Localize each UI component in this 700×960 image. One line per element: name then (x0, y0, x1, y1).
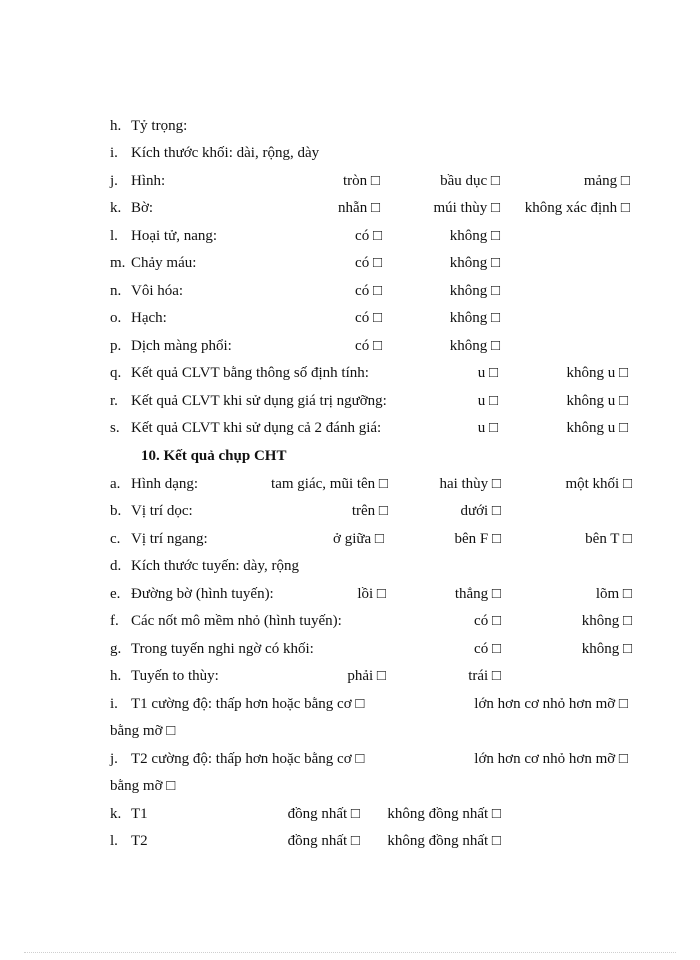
item-marker: l. (110, 228, 118, 244)
item-marker: s. (110, 420, 120, 436)
item-marker: a. (110, 476, 121, 492)
checkbox-option: có □ (474, 641, 501, 657)
checkbox-option: lồi □ (357, 586, 386, 602)
section-10-item (0, 665, 700, 687)
section-10-item (0, 555, 700, 577)
section-9-item (0, 335, 700, 357)
item-marker: f. (110, 613, 119, 629)
item-marker: h. (110, 668, 122, 684)
checkbox-option: không đồng nhất □ (387, 806, 501, 822)
item-label-continued: bằng mỡ □ (110, 723, 176, 739)
item-label: Kết quả CLVT bằng thông số định tính: (131, 365, 369, 381)
checkbox-option: hai thùy □ (439, 476, 501, 492)
checkbox-option: bên F □ (454, 531, 501, 547)
item-label: Chảy máu: (131, 255, 197, 271)
item-label: Bờ: (131, 200, 154, 216)
checkbox-option: có □ (474, 613, 501, 629)
section-10-item (0, 500, 700, 522)
item-marker: h. (110, 118, 122, 134)
checkbox-option: trên □ (351, 503, 388, 519)
item-label: Hoại tử, nang: (131, 228, 218, 244)
checkbox-option: tròn □ (343, 173, 380, 189)
section-9-item (0, 417, 700, 439)
section-10-item (0, 748, 700, 770)
section-10-item (0, 693, 700, 715)
section-10-item (0, 775, 700, 797)
section-10-item (0, 610, 700, 632)
item-label: Tuyến to thùy: (131, 668, 219, 684)
section-10-item (0, 583, 700, 605)
section-10-item (0, 528, 700, 550)
item-marker: e. (110, 586, 121, 602)
item-marker: o. (110, 310, 122, 326)
checkbox-option: không đồng nhất □ (387, 833, 501, 849)
checkbox-option: u □ (477, 420, 498, 436)
checkbox-option: không u □ (566, 420, 628, 436)
item-marker: k. (110, 200, 122, 216)
checkbox-option: u □ (477, 365, 498, 381)
section-10-item (0, 473, 700, 495)
item-label: Vị trí ngang: (131, 531, 208, 547)
checkbox-option: u □ (477, 393, 498, 409)
item-marker: n. (110, 283, 122, 299)
checkbox-option: thẳng □ (454, 586, 501, 602)
item-label: Kích thước khối: dài, rộng, dày (131, 145, 320, 161)
section-9-item (0, 362, 700, 384)
item-marker: k. (110, 806, 122, 822)
section-9-item (0, 307, 700, 329)
checkbox-option: không □ (449, 228, 500, 244)
checkbox-option: không □ (449, 283, 500, 299)
checkbox-option: không □ (581, 613, 632, 629)
checkbox-option: có □ (355, 310, 382, 326)
checkbox-option: không u □ (566, 365, 628, 381)
checkbox-option: không □ (449, 338, 500, 354)
checkbox-option: không □ (449, 255, 500, 271)
item-marker: q. (110, 365, 122, 381)
checkbox-option: dưới □ (460, 503, 501, 519)
checkbox-option: bầu dục □ (440, 173, 500, 189)
item-label: T1 cường độ: thấp hơn hoặc bằng cơ □ (131, 696, 365, 712)
item-label: Kết quả CLVT khi sử dụng cả 2 đánh giá: (131, 420, 382, 436)
item-label: Vôi hóa: (131, 283, 184, 299)
checkbox-option: trái □ (468, 668, 501, 684)
item-marker: r. (110, 393, 118, 409)
checkbox-option: tam giác, mũi tên □ (271, 476, 388, 492)
checkbox-option: đồng nhất □ (287, 806, 360, 822)
section-heading: 10. Kết quả chụp CHT (141, 448, 287, 464)
section-10-item (0, 638, 700, 660)
checkbox-option: có □ (355, 338, 382, 354)
item-label-continued: bằng mỡ □ (110, 778, 176, 794)
item-label: Các nốt mô mềm nhỏ (hình tuyến): (131, 613, 342, 629)
checkbox-option: bên T □ (585, 531, 632, 547)
section-9-item (0, 225, 700, 247)
item-label: Hạch: (131, 310, 167, 326)
item-label: Tỷ trọng: (131, 118, 188, 134)
checkbox-option: không u □ (566, 393, 628, 409)
item-marker: l. (110, 833, 118, 849)
checkbox-option: không □ (449, 310, 500, 326)
section-9-item (0, 170, 700, 192)
section-9-item (0, 280, 700, 302)
item-label: Vị trí dọc: (131, 503, 193, 519)
checkbox-option: lớn hơn cơ nhỏ hơn mỡ □ (474, 696, 628, 712)
section-9-item (0, 142, 700, 164)
item-label: Kích thước tuyến: dày, rộng (131, 558, 299, 574)
checkbox-option: có □ (355, 255, 382, 271)
checkbox-option: một khối □ (565, 476, 632, 492)
section-10-item (0, 720, 700, 742)
item-label: Hình dạng: (131, 476, 199, 492)
item-marker: g. (110, 641, 122, 657)
item-marker: c. (110, 531, 121, 547)
checkbox-option: lớn hơn cơ nhỏ hơn mỡ □ (474, 751, 628, 767)
item-label: T2 cường độ: thấp hơn hoặc bằng cơ □ (131, 751, 365, 767)
item-label: Kết quả CLVT khi sử dụng giá trị ngưỡng: (131, 393, 387, 409)
checkbox-option: nhẵn □ (338, 200, 380, 216)
checkbox-option: lõm □ (595, 586, 632, 602)
item-label: T1 (131, 806, 148, 822)
section-9-item (0, 197, 700, 219)
section-9-item (0, 115, 700, 137)
item-marker: j. (110, 173, 118, 189)
item-label: Trong tuyến nghi ngờ có khối: (131, 641, 314, 657)
item-marker: j. (110, 751, 118, 767)
item-label: Đường bờ (hình tuyến): (131, 586, 274, 602)
checkbox-option: có □ (355, 283, 382, 299)
item-marker: p. (110, 338, 122, 354)
section-10-item (0, 803, 700, 825)
section-10-item (0, 830, 700, 852)
checkbox-option: đồng nhất □ (287, 833, 360, 849)
item-label: T2 (131, 833, 148, 849)
section-9-item (0, 390, 700, 412)
item-marker: i. (110, 145, 118, 161)
checkbox-option: có □ (355, 228, 382, 244)
checkbox-option: không □ (581, 641, 632, 657)
checkbox-option: ở giữa □ (333, 531, 384, 547)
checkbox-option: múi thùy □ (433, 200, 500, 216)
item-marker: m. (110, 255, 126, 271)
item-label: Hình: (131, 173, 166, 189)
item-marker: i. (110, 696, 118, 712)
checkbox-option: không xác định □ (524, 200, 630, 216)
checkbox-option: mảng □ (583, 173, 630, 189)
item-marker: b. (110, 503, 122, 519)
page-divider (24, 952, 676, 953)
item-label: Dịch màng phổi: (131, 338, 232, 354)
item-marker: d. (110, 558, 122, 574)
checkbox-option: phải □ (347, 668, 386, 684)
section-9-item (0, 252, 700, 274)
